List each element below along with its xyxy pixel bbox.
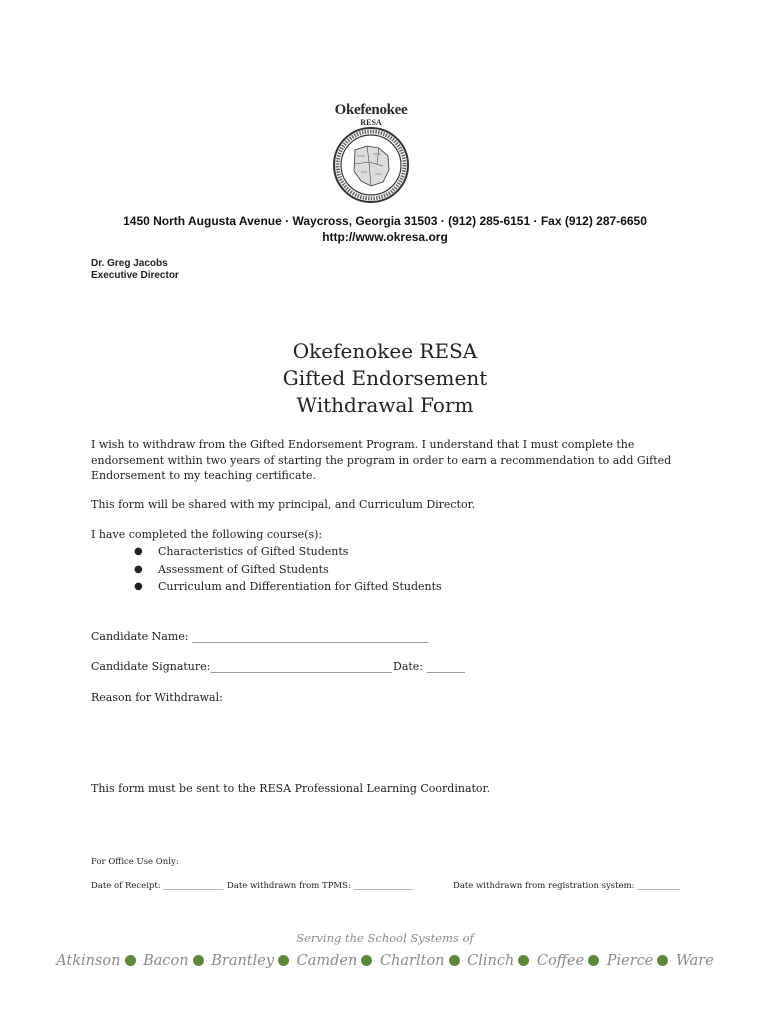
form-title — [0, 338, 770, 419]
list-item — [131, 578, 442, 596]
serving-tagline: Serving the School Systems of — [296, 931, 474, 945]
dot-icon — [193, 955, 204, 966]
seal-icon — [333, 126, 409, 204]
county-list — [0, 953, 770, 969]
bullet-icon: ● — [134, 546, 143, 557]
okefenokee-resa-logo — [330, 102, 412, 206]
county-name: Brantley — [211, 953, 275, 969]
courses-intro: I have completed the following course(s): — [91, 528, 323, 541]
director-block — [91, 258, 179, 282]
logo-title: Okefenokee — [334, 102, 408, 118]
withdrawal-statement — [91, 437, 691, 484]
form-title-line3: Withdrawal Form — [296, 393, 474, 417]
director-title: Executive Director — [91, 270, 179, 281]
address-line: 1450 North Augusta Avenue · Waycross, Georgia 31503 · (912) 285-6151 · Fax (912) 287-6650 — [123, 214, 647, 228]
candidate-signature-field[interactable]: Candidate Signature:_________________________________ — [91, 660, 392, 673]
date-withdrawn-registration-field[interactable]: Date withdrawn from registration system: __________ — [453, 881, 680, 891]
dot-icon — [588, 955, 599, 966]
reason-field[interactable]: Reason for Withdrawal: — [91, 691, 223, 704]
website-link[interactable]: http://www.okresa.org — [322, 230, 448, 244]
course-label: Assessment of Gifted Students — [158, 562, 329, 576]
list-item — [131, 543, 442, 561]
county-name: Clinch — [467, 953, 515, 969]
bullet-icon: ● — [134, 563, 143, 575]
office-use-title: For Office Use Only: — [91, 857, 179, 867]
dot-icon — [278, 955, 289, 966]
course-label: Characteristics of Gifted Students — [158, 545, 349, 558]
dot-icon — [657, 955, 668, 966]
director-name: Dr. Greg Jacobs — [91, 258, 168, 269]
dot-icon — [125, 955, 136, 966]
county-name: Pierce — [606, 953, 654, 969]
bullet-icon: ● — [134, 581, 143, 592]
date-withdrawn-tpms-field[interactable]: Date withdrawn from TPMS: ______________ — [227, 881, 414, 891]
date-field[interactable]: Date: _______ — [393, 660, 466, 673]
statement-line: Endorsement to my teaching certificate. — [91, 469, 317, 482]
statement-line: endorsement within two years of starting the program in order to earn a recommendation to add Gifted — [91, 453, 672, 467]
county-name: Atkinson — [56, 953, 121, 969]
course-label: Curriculum and Differentiation for Gifted Students — [158, 580, 442, 593]
course-list — [131, 543, 442, 596]
form-title-line1: Okefenokee RESA — [292, 339, 478, 363]
list-item — [131, 561, 442, 579]
date-of-receipt-field[interactable]: Date of Receipt: ______________ — [91, 881, 223, 891]
statement-line: I wish to withdraw from the Gifted Endorsement Program. I understand that I must complete the — [91, 438, 635, 451]
dot-icon — [361, 955, 372, 966]
county-name: Camden — [296, 953, 358, 969]
county-name: Charlton — [379, 953, 445, 969]
county-name: Coffee — [536, 953, 585, 969]
candidate-name-field[interactable]: Candidate Name: ___________________________________________ — [91, 630, 429, 643]
dot-icon — [449, 955, 460, 966]
submission-note: This form must be sent to the RESA Professional Learning Coordinator. — [91, 782, 491, 795]
form-title-line2: Gifted Endorsement — [282, 366, 488, 390]
address-block — [0, 213, 770, 245]
logo-subtitle: RESA — [360, 118, 382, 127]
county-name: Bacon — [143, 953, 189, 969]
dot-icon — [518, 955, 529, 966]
county-name: Ware — [676, 953, 714, 969]
sharing-statement: This form will be shared with my principal, and Curriculum Director. — [91, 498, 476, 511]
